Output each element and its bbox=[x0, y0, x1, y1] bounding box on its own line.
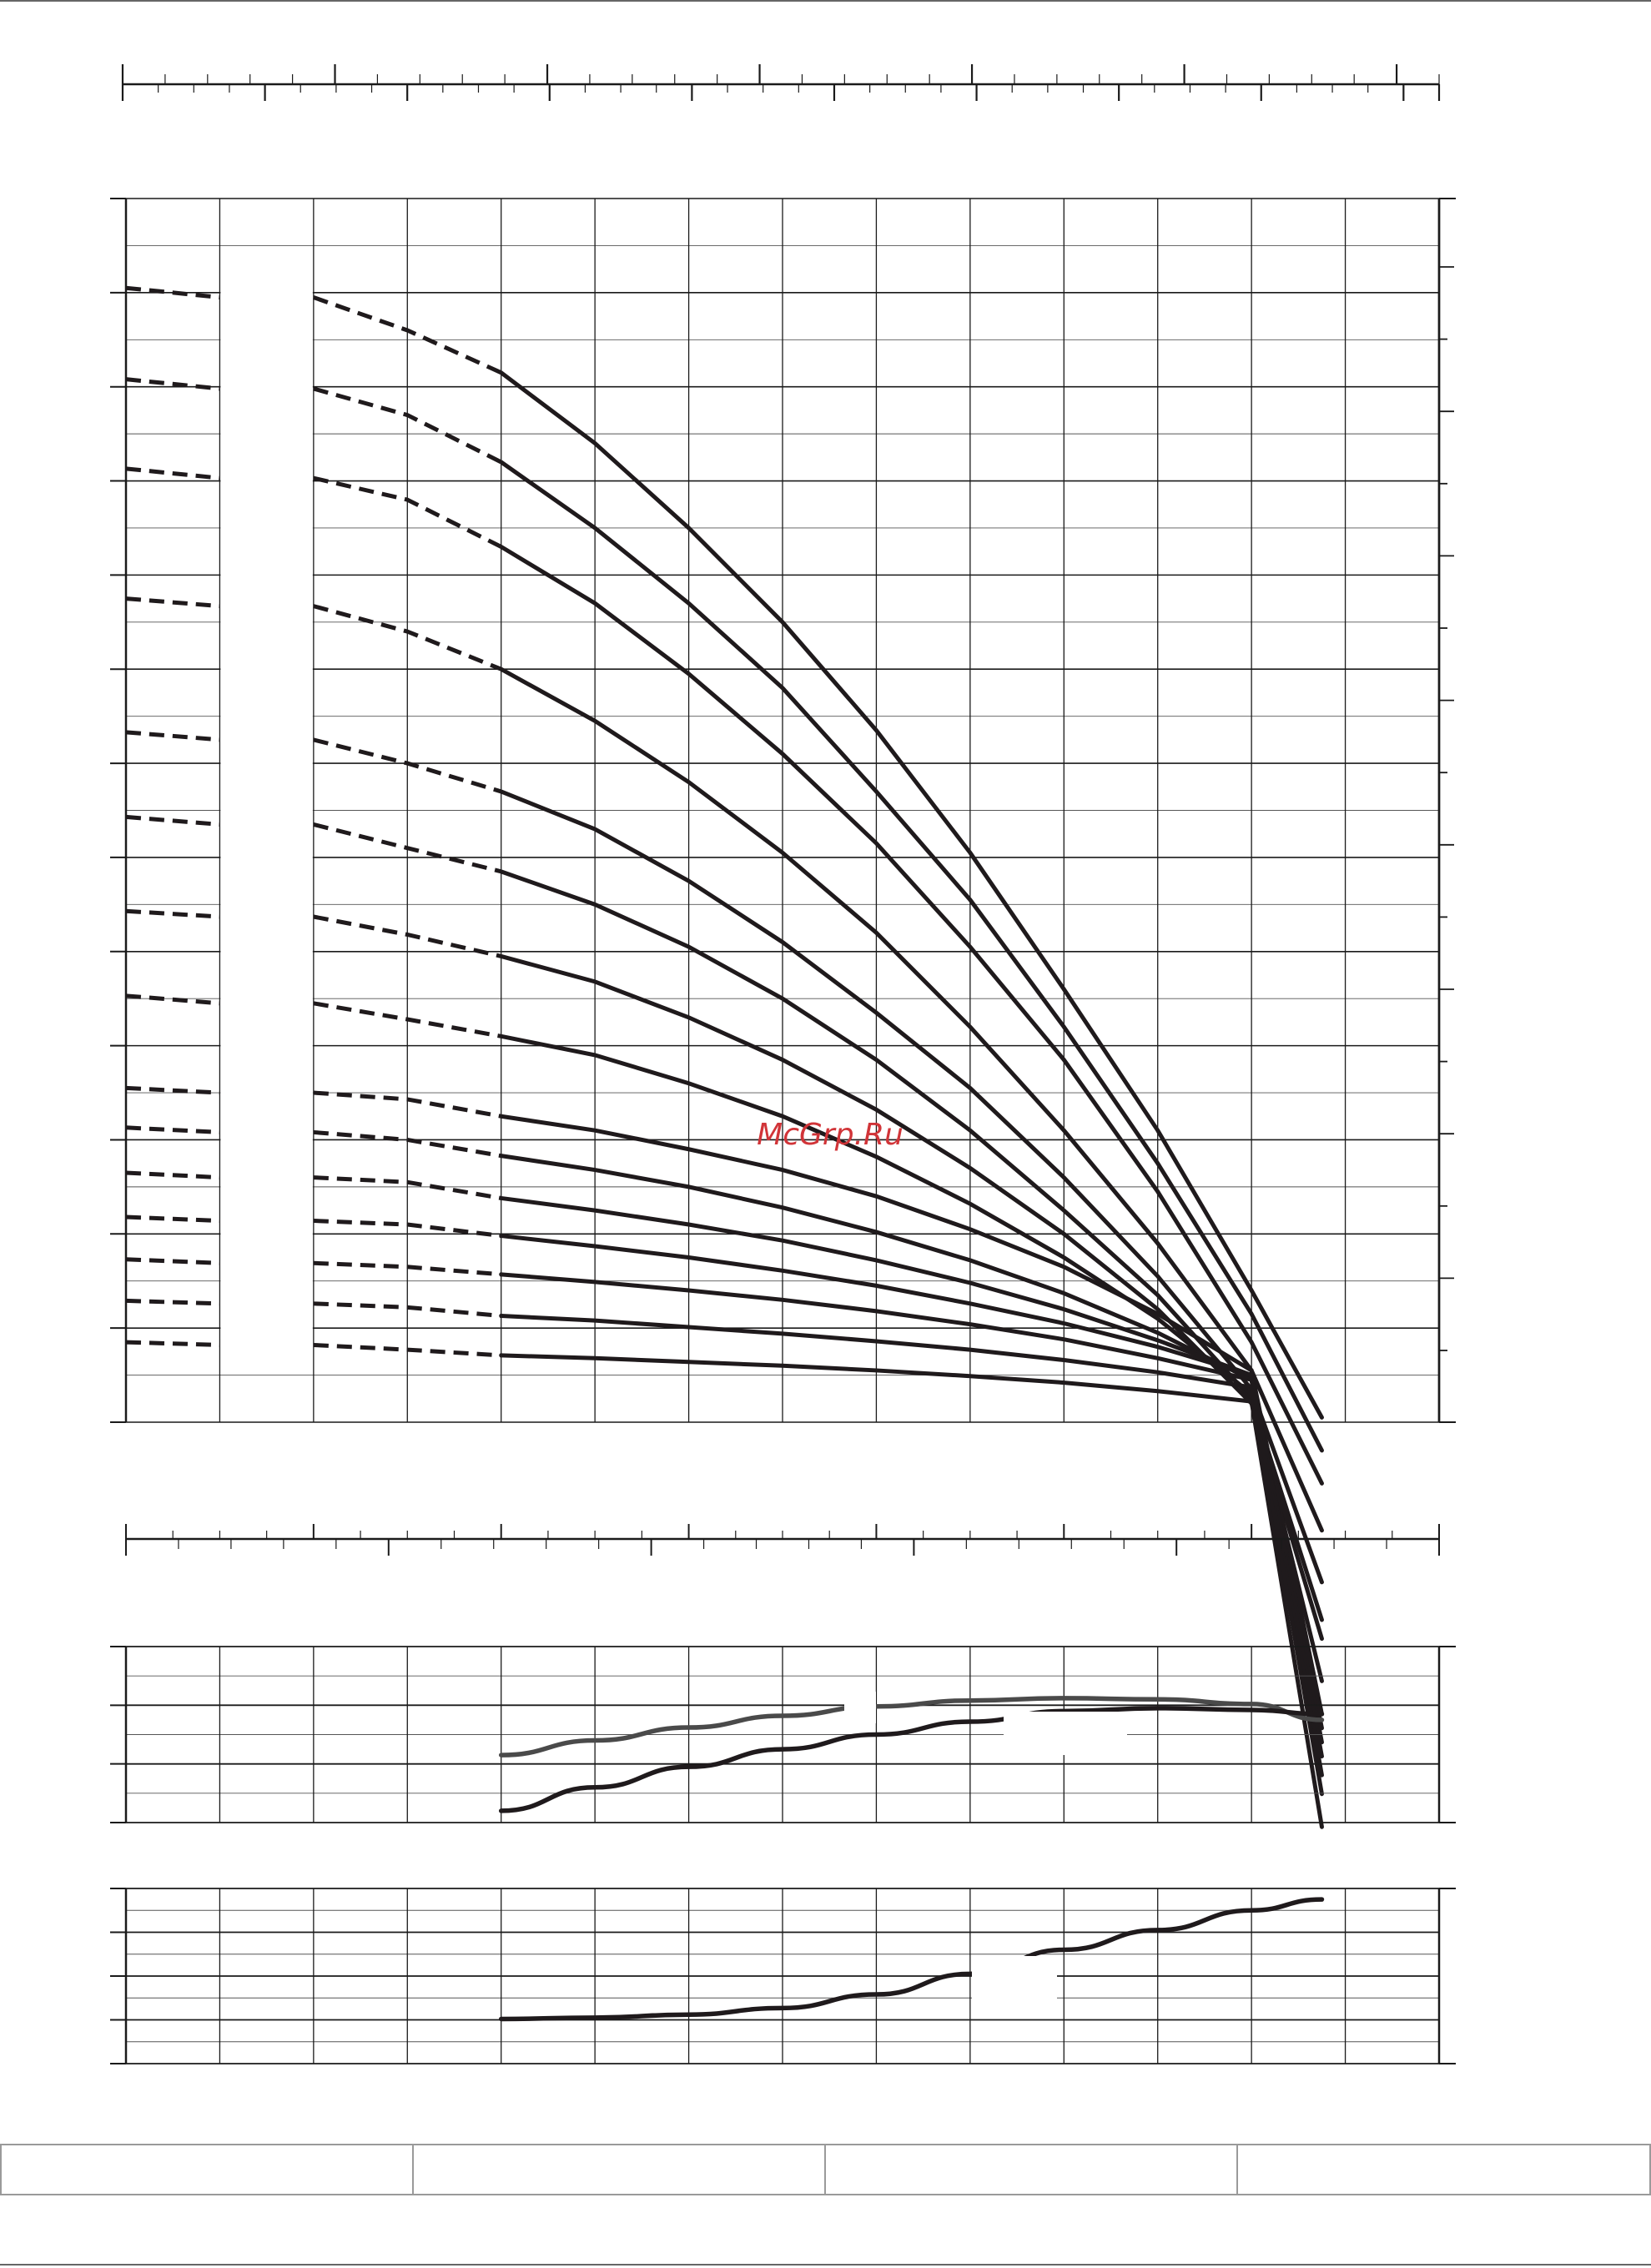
head-curve-dashed-left bbox=[126, 1088, 219, 1093]
head-curve-dashed-left bbox=[126, 732, 219, 740]
efficiency-chart bbox=[110, 1647, 1456, 1823]
head-curve-dashed-left bbox=[126, 1260, 219, 1264]
curve-11 bbox=[501, 1198, 1322, 1742]
top-scale bbox=[123, 64, 1439, 101]
footer-cell-4 bbox=[1238, 2145, 1651, 2194]
curve-6 bbox=[501, 872, 1322, 1620]
curve-14 bbox=[501, 1315, 1322, 1793]
head-curve-dashed-left bbox=[126, 1342, 219, 1345]
curve-9 bbox=[501, 1116, 1322, 1714]
power-gap bbox=[972, 1956, 1057, 2014]
curve-12 bbox=[501, 1236, 1322, 1757]
head-curve-dashed-left bbox=[126, 996, 219, 1003]
head-curve-dashed-left bbox=[126, 469, 219, 478]
curve-4 bbox=[501, 669, 1322, 1531]
power bbox=[501, 1899, 1322, 2019]
footer-cell-1 bbox=[0, 2145, 414, 2194]
mid-scale bbox=[126, 1524, 1439, 1556]
head-curve-dashed-left bbox=[126, 817, 219, 824]
curve-10 bbox=[501, 1156, 1322, 1728]
curve-15 bbox=[501, 1355, 1322, 1827]
head-chart bbox=[110, 199, 1456, 1827]
head-blank-band bbox=[220, 249, 312, 1339]
head-curve-dashed-left bbox=[126, 1217, 219, 1221]
eff-gap-1 bbox=[844, 1692, 876, 1723]
eff-b bbox=[501, 1708, 1322, 1811]
footer-cell-2 bbox=[414, 2145, 826, 2194]
head-curve-dashed-left bbox=[126, 599, 219, 606]
head-curve-dashed-left bbox=[126, 911, 219, 917]
head-curve-dashed-left bbox=[126, 1300, 219, 1303]
head-curve-dashed-left bbox=[126, 1173, 219, 1178]
head-curve-dashed-left bbox=[126, 1128, 219, 1133]
power-chart bbox=[110, 1888, 1456, 2064]
watermark: McGrp.Ru bbox=[757, 1118, 904, 1152]
eff-gap-2 bbox=[1004, 1712, 1127, 1755]
footer-cell-3 bbox=[826, 2145, 1238, 2194]
